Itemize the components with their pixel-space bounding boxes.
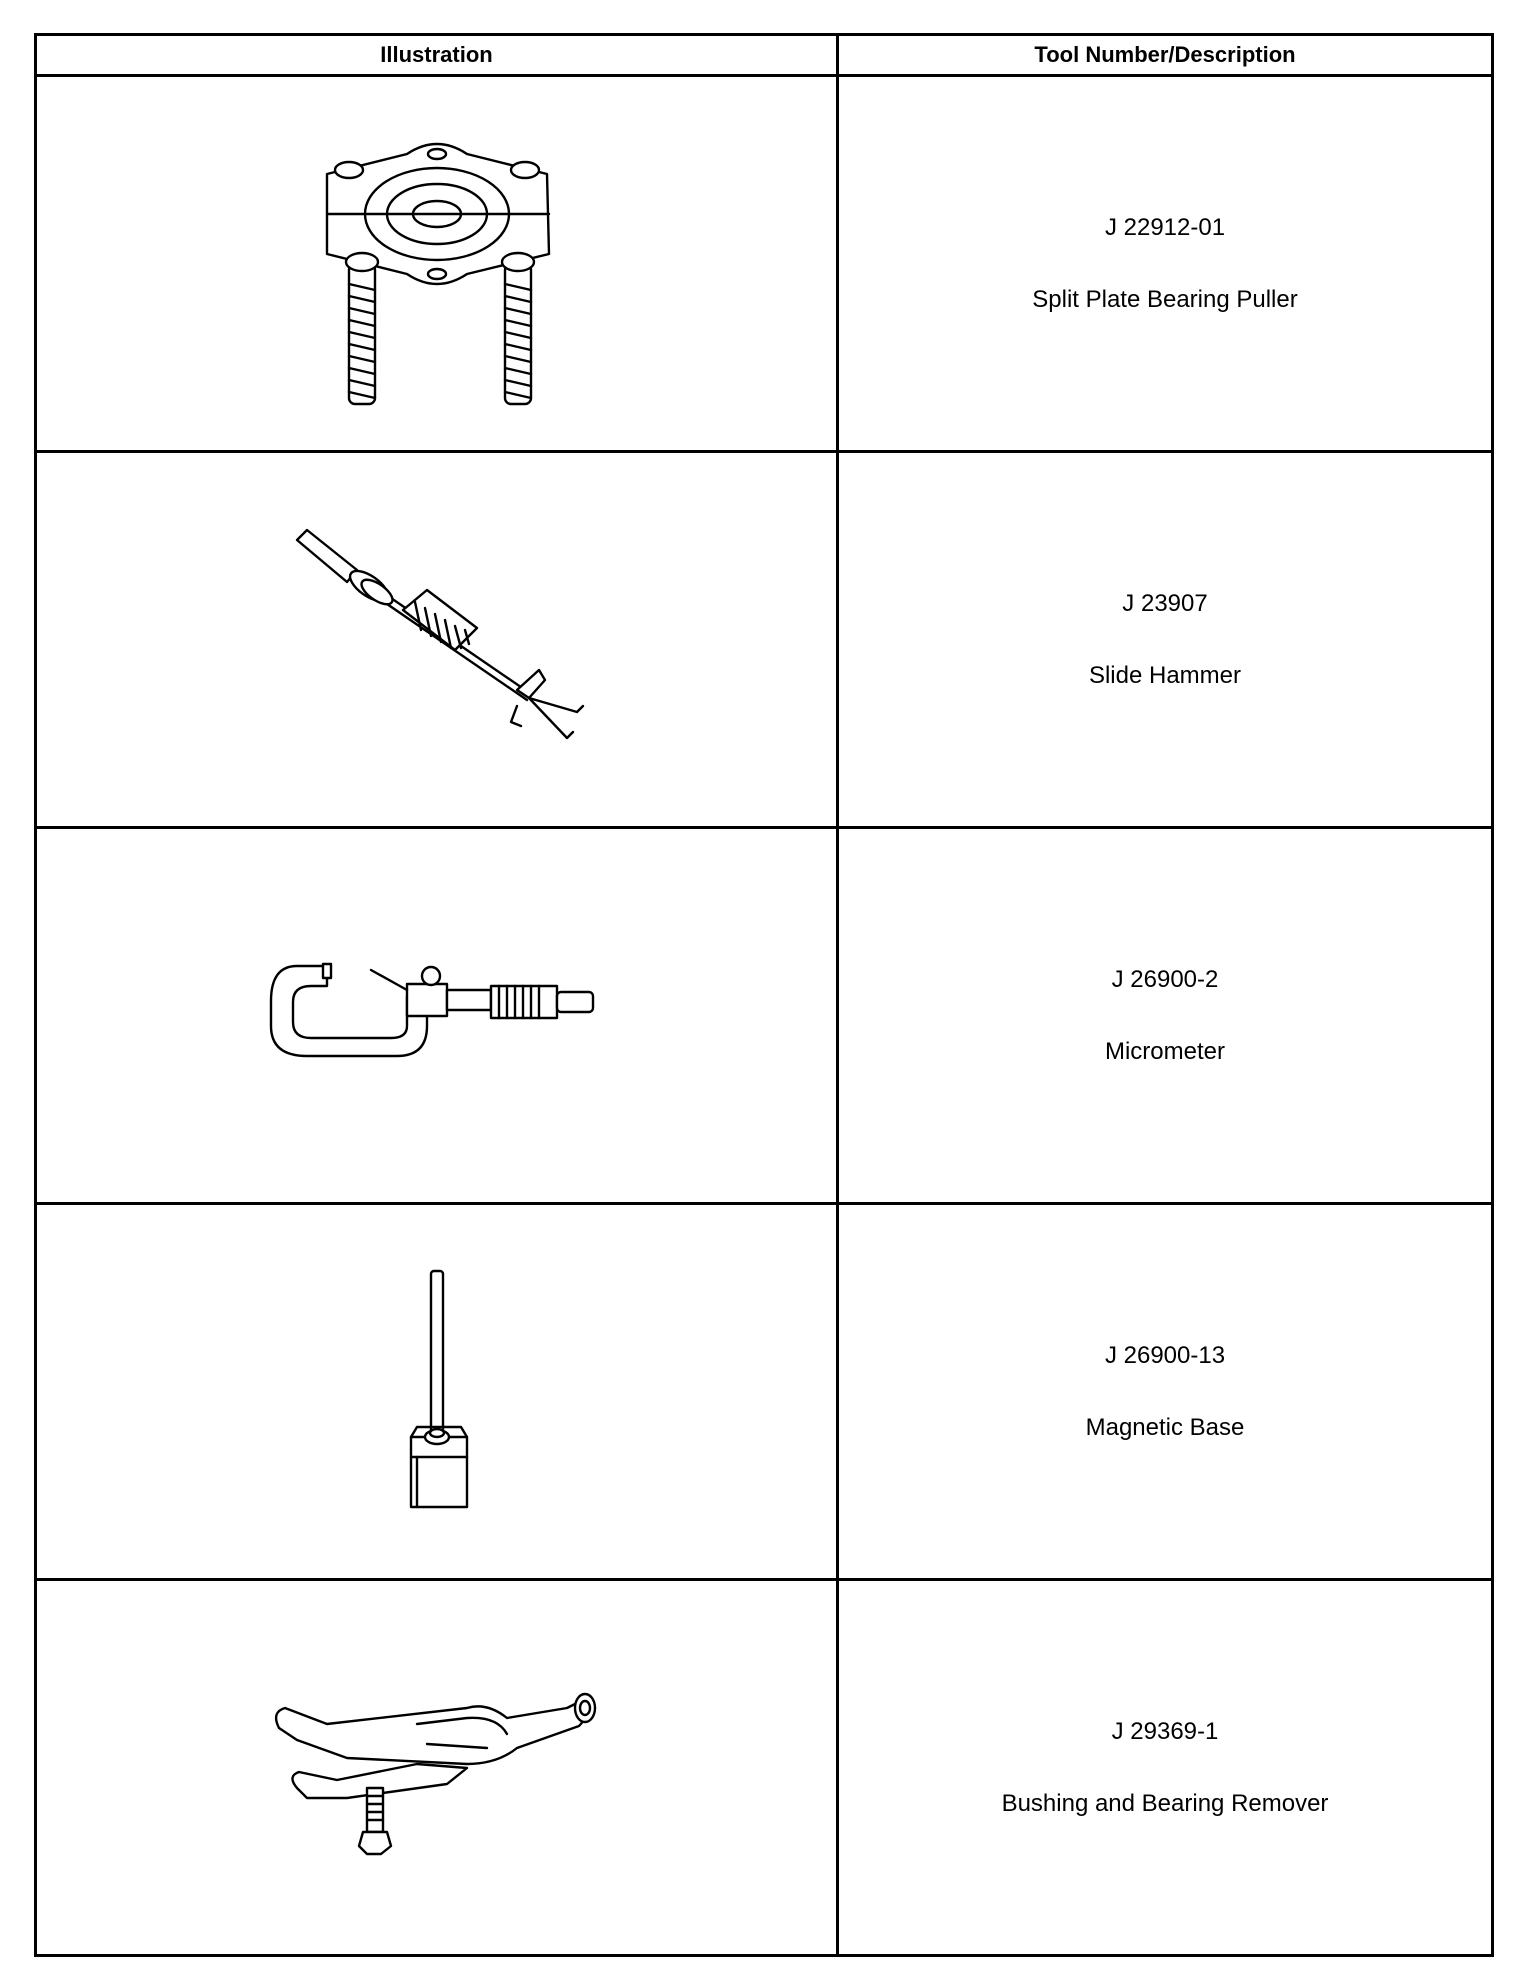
header-tool-description: Tool Number/Description — [838, 35, 1493, 76]
tool-description: Slide Hammer — [1088, 661, 1242, 689]
magnetic-base-icon — [387, 1267, 487, 1517]
tool-description-cell — [838, 1204, 1493, 1580]
illustration-cell — [36, 452, 838, 828]
bushing-bearing-remover-icon — [267, 1668, 607, 1868]
table-row — [36, 452, 1493, 828]
table-row — [36, 76, 1493, 452]
table-row — [36, 1580, 1493, 1956]
slide-hammer-icon — [277, 520, 597, 760]
tool-number: J 26900-2 — [1111, 965, 1219, 993]
tool-description: Micrometer — [1104, 1037, 1225, 1065]
tool-description: Split Plate Bearing Puller — [1032, 285, 1298, 313]
illustration-cell — [36, 76, 838, 452]
tool-number: J 26900-13 — [1104, 1341, 1226, 1369]
tool-number: J 22912-01 — [1104, 213, 1226, 241]
tool-description: Bushing and Bearing Remover — [1001, 1789, 1329, 1817]
illustration-cell — [36, 1204, 838, 1580]
table-row — [36, 1204, 1493, 1580]
tool-number: J 23907 — [1122, 589, 1208, 617]
illustration-cell — [36, 1580, 838, 1956]
header-row — [36, 35, 1493, 76]
tool-number: J 29369-1 — [1111, 1717, 1219, 1745]
illustration-cell — [36, 828, 838, 1204]
split-plate-bearing-puller-icon — [287, 114, 587, 414]
tool-description-cell — [838, 1580, 1493, 1956]
tool-description-cell — [838, 76, 1493, 452]
tool-description-cell — [838, 452, 1493, 828]
header-illustration: Illustration — [36, 35, 838, 76]
tool-description: Magnetic Base — [1085, 1413, 1245, 1441]
micrometer-icon — [267, 946, 607, 1086]
table-row — [36, 828, 1493, 1204]
tools-table — [34, 33, 1494, 1957]
tool-description-cell — [838, 828, 1493, 1204]
